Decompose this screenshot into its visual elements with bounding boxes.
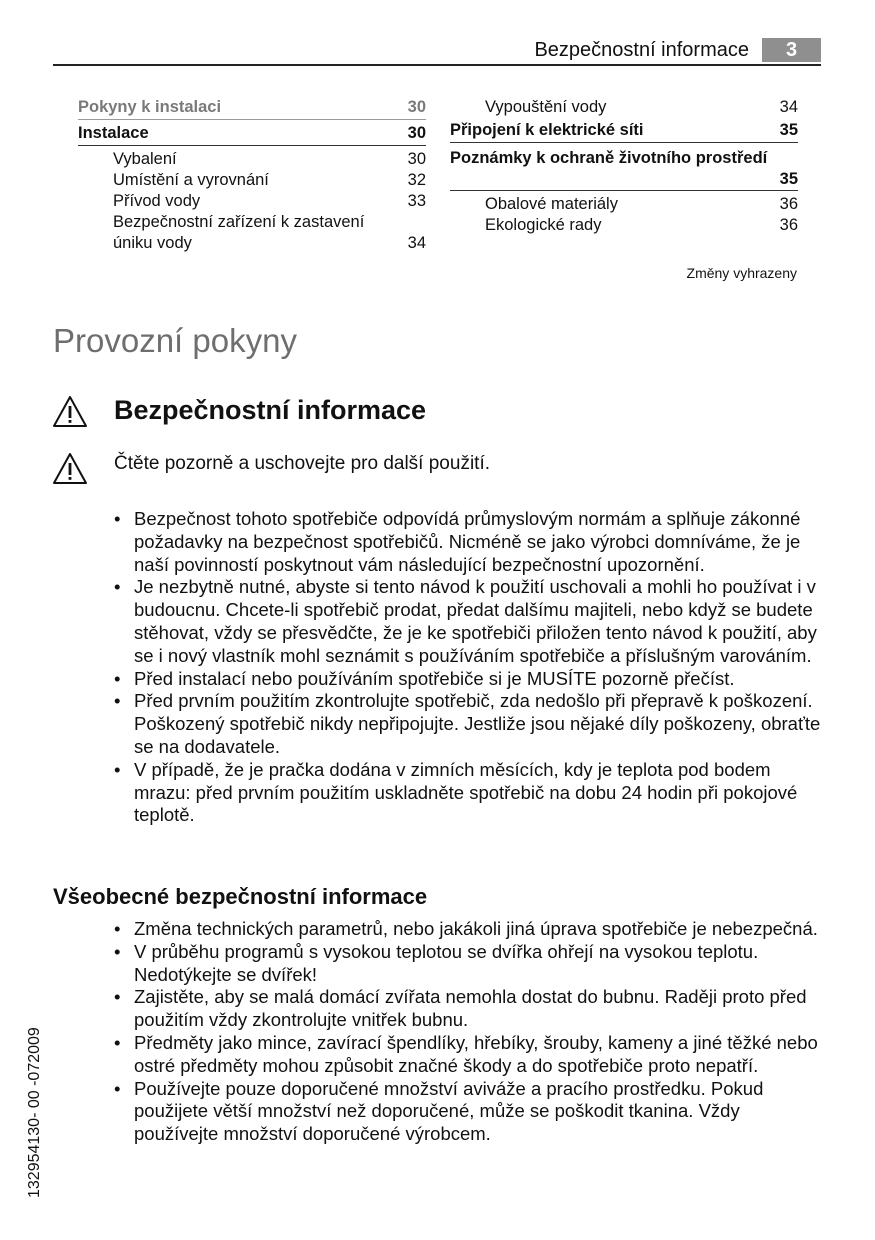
- list-item: • Předměty jako mince, zavírací špendlíky, hřebíky, šrouby, kameny a jiné těžké nebo ostré předměty mohou způsobit značné škody a do spotřebiče proto nepatří.: [114, 1032, 828, 1078]
- toc-item-unpacking[interactable]: Vybalení 30: [113, 150, 426, 168]
- list-item: • Je nezbytně nutné, abyste si tento návod k použití uschovali a mohli ho používat i v budoucnu. Chcete-li spotřebič prodat, předat dalšímu majiteli, nebo když se budete stěhovat, vždy se přesvědčte, že je ke spotřebiči přiložen tento návod k použití, aby se i nový vlastník mohl seznámit s používáním spotřebiče a příslušným varováním.: [114, 576, 828, 667]
- toc-heading-installation-instructions[interactable]: Pokyny k instalaci 30: [78, 97, 426, 120]
- toc-heading-environment[interactable]: Poznámky k ochraně životního prostředí 35: [450, 148, 798, 191]
- list-item: • Změna technických parametrů, nebo jakákoli jiná úprava spotřebiče je nebezpečná.: [114, 918, 828, 941]
- list-item: • Používejte pouze doporučené množství aviváže a pracího prostředku. Pokud použijete větší množství než doporučené, může se poškodit tkanina. Vždy používejte množství doporučené výrobcem.: [114, 1078, 828, 1146]
- toc-item-water-stop[interactable]: Bezpečnostní zařízení k zastavení úniku vody 34: [113, 213, 426, 252]
- toc-item-positioning[interactable]: Umístění a vyrovnání 32: [113, 171, 426, 189]
- warning-triangle-icon: [52, 452, 88, 485]
- safety-bullet-list: [114, 508, 828, 827]
- general-safety-bullet-list: [114, 918, 828, 1146]
- list-item: • V průběhu programů s vysokou teplotou se dvířka ohřejí na vysokou teplotu. Nedotýkejte se dvířek!: [114, 941, 828, 987]
- page-number-badge: 3: [762, 38, 821, 62]
- toc-item-water-inlet[interactable]: Přívod vody 33: [113, 192, 426, 210]
- general-safety-heading: Všeobecné bezpečnostní informace: [53, 884, 428, 909]
- safety-heading: Bezpečnostní informace: [114, 395, 427, 425]
- list-item: • Před prvním použitím zkontrolujte spotřebič, zda nedošlo při přepravě k poškození. Poškozený spotřebič nikdy nepřipojujte. Jestliže jsou nějaké díly poškozeny, obraťte se na dodavatele.: [114, 690, 828, 758]
- toc-item-drain[interactable]: Vypouštění vody 34: [485, 98, 798, 116]
- toc-left-column: [78, 97, 426, 254]
- list-item: • Před instalací nebo používáním spotřebiče si je MUSÍTE pozorně přečíst.: [114, 668, 828, 691]
- warning-triangle-icon: [52, 395, 88, 428]
- running-header-title: Bezpečnostní informace: [534, 39, 749, 61]
- list-item: • Zajistěte, aby se malá domácí zvířata nemohla dostat do bubnu. Raději proto před použitím vždy zkontrolujte vnitřek bubnu.: [114, 986, 828, 1032]
- list-item: • V případě, že je pračka dodána v zimních měsících, kdy je teplota pod bodem mrazu: před prvním použitím uskladněte spotřebič na dobu 24 hodin při pokojové teplotě.: [114, 759, 828, 827]
- header-rule: [53, 64, 821, 66]
- toc-item-eco-tips[interactable]: Ekologické rady 36: [485, 216, 798, 234]
- changes-reserved-note: Změny vyhrazeny: [686, 265, 797, 281]
- toc-heading-installation[interactable]: Instalace 30: [78, 123, 426, 146]
- toc-heading-electrical[interactable]: Připojení k elektrické síti 35: [450, 120, 798, 143]
- safety-intro: Čtěte pozorně a uschovejte pro další použití.: [114, 453, 491, 474]
- toc-item-packaging[interactable]: Obalové materiály 36: [485, 195, 798, 213]
- list-item: • Bezpečnost tohoto spotřebiče odpovídá průmyslovým normám a splňuje zákonné požadavky na bezpečnost spotřebičů. Nicméně se jako výrobci domníváme, že je naší povinností poskytnout vám následující bezpečnostní upozornění.: [114, 508, 828, 576]
- toc-right-column: [450, 97, 798, 236]
- section-title: Provozní pokyny: [53, 322, 297, 359]
- document-code: 132954130- 00 -072009: [26, 1027, 43, 1198]
